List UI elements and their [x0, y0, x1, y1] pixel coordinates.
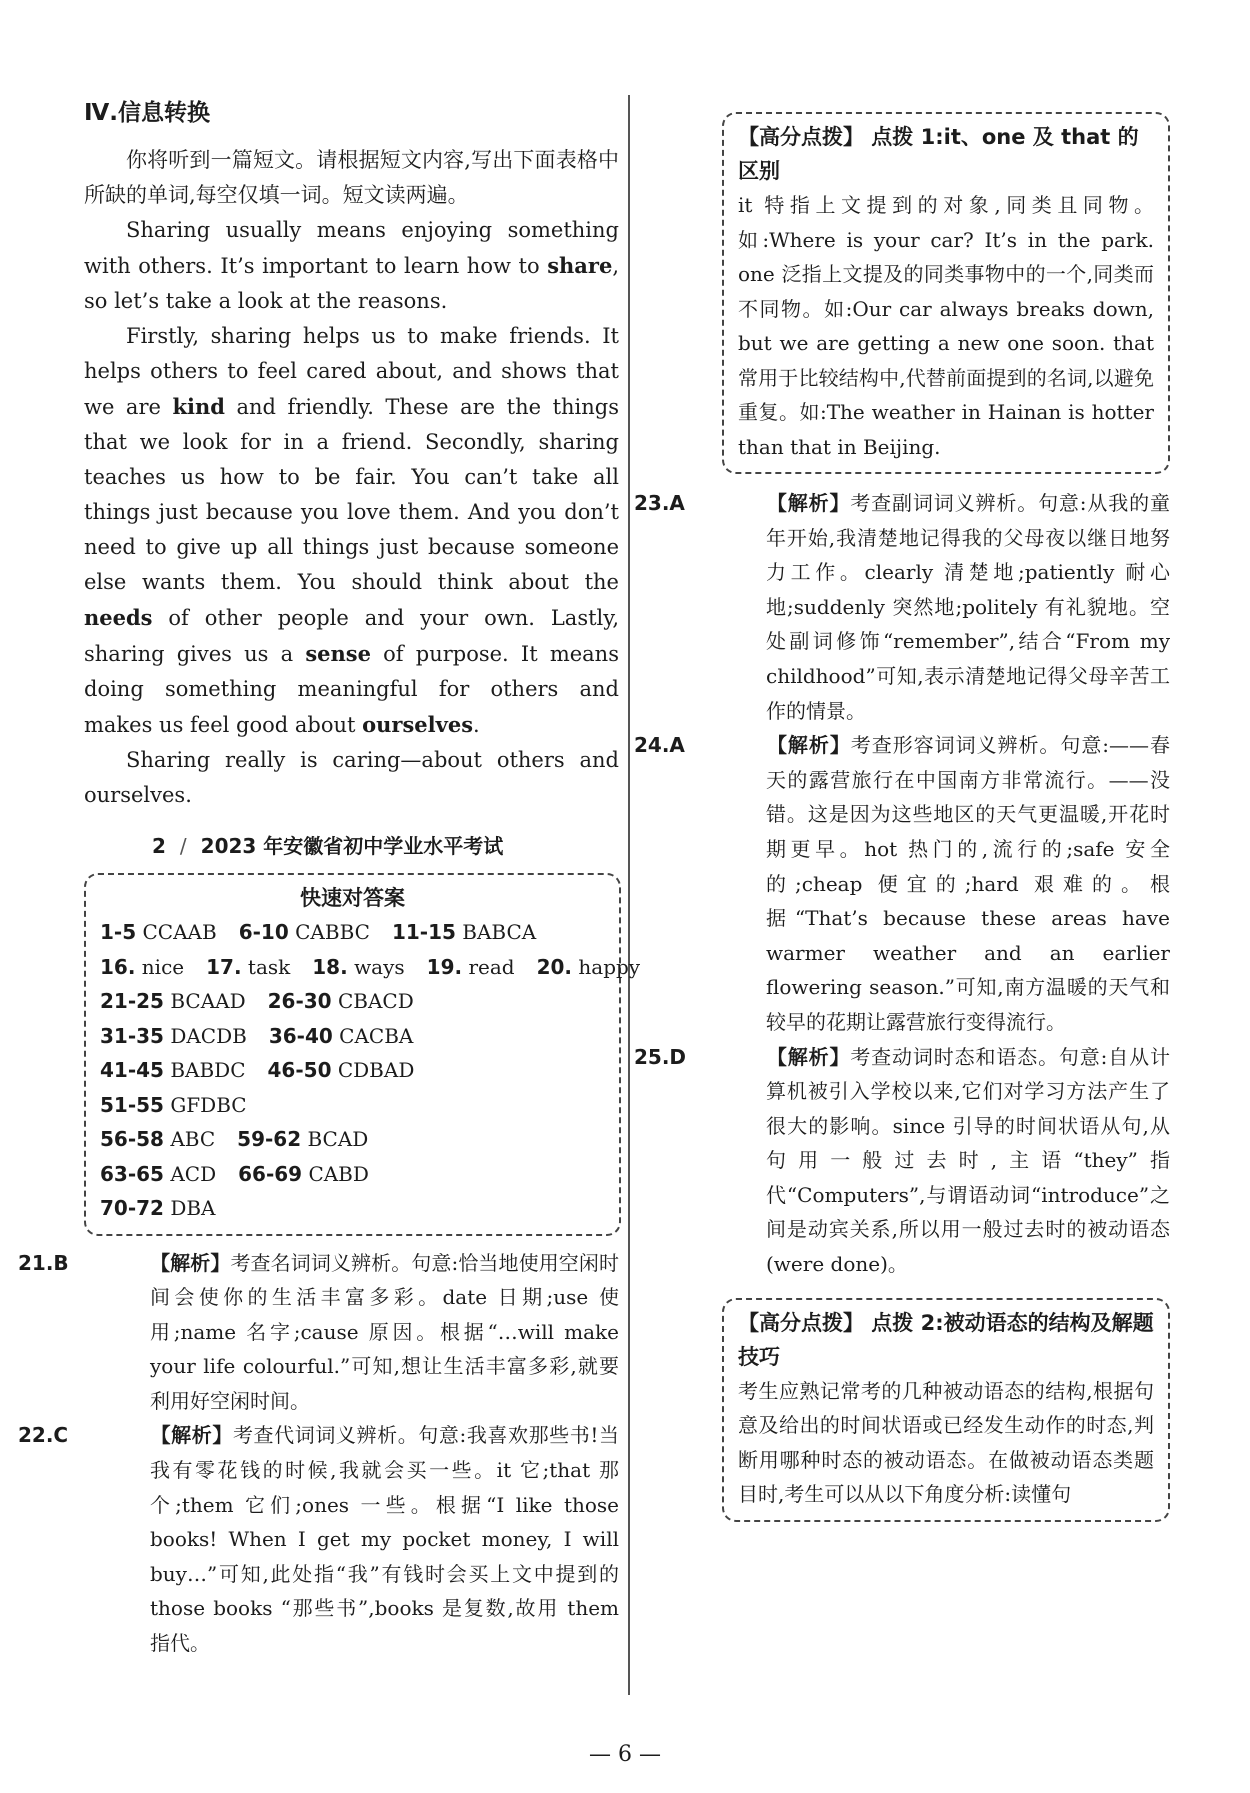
- analysis-text: 考查形容词词义辨析。句意:——春天的露营旅行在中国南方非常流行。——没错。这是因为这些地区的天气更温暖,开花时期更早。hot 热门的,流行的;safe 安全的;cheap 便宜的;hard 艰难的。根据“That’s because these areas have warmer weather and an earlier flowering season.”可知,南方温暖的天气和较早的花期让露营旅行变得流行。: [766, 733, 1170, 1034]
- question-range: 11-15: [391, 920, 456, 944]
- quick-answer-row: [100, 950, 641, 985]
- analysis-text: 考查名词词义辨析。句意:恰当地使用空闲时间会使你的生活丰富多彩。date 日期;use 使用;name 名字;cause 原因。根据“…will make your life colourful.”可知,想让生活丰富多彩,就要利用好空闲时间。: [150, 1250, 619, 1413]
- answer-letters: CABD: [308, 1161, 369, 1186]
- quick-answer-row: [100, 915, 605, 950]
- answer-letters: ACD: [170, 1161, 217, 1186]
- paper-title: 2023 年安徽省初中学业水平考试: [200, 834, 504, 858]
- left-column: [18, 95, 641, 1661]
- section-title: Ⅳ.信息转换: [84, 100, 211, 126]
- answer-letters: ways: [354, 954, 405, 979]
- analysis-tag: 【解析】: [150, 1250, 231, 1275]
- question-range: 21-25: [100, 989, 164, 1013]
- quick-answer-item: [100, 1191, 216, 1226]
- answer-letters: CDBAD: [337, 1058, 415, 1082]
- quick-answer-item: [100, 915, 217, 950]
- explanation-entry: [634, 728, 1170, 1039]
- right-column: [634, 112, 1170, 1532]
- question-range: 6-10: [238, 920, 289, 944]
- answer-word: ourselves: [362, 712, 474, 737]
- analysis-text: 考查动词时态和语态。句意:自从计算机被引入学校以来,它们对学习方法产生了很大的影响。since 引导的时间状语从句,从句用一般过去时,主语“they”指代“Computers”,与谓语动词“introduce”之间是动宾关系,所以用一般过去时的被动语态(were done)。: [766, 1044, 1170, 1277]
- question-range: 51-55: [100, 1092, 164, 1117]
- answer-letters: DACDB: [170, 1023, 247, 1048]
- quick-answer-row: [100, 1191, 605, 1226]
- quick-answers-box: [84, 873, 641, 1236]
- quick-answer-item: [100, 1088, 247, 1123]
- answer-letters: CABBC: [295, 920, 370, 944]
- quick-answer-row: [100, 1088, 605, 1123]
- explanation-entry: [18, 1418, 620, 1660]
- analysis-text: 考查副词词义辨析。句意:从我的童年开始,我清楚地记得我的父母夜以继日地努力工作。clearly 清楚地;patiently 耐心地;suddenly 突然地;politely 有礼貌地。空处副词修饰“remember”,结合“From my childhood”可知,表示清楚地记得父母辛苦工作的情景。: [766, 491, 1170, 723]
- passage-paragraph-3: Sharing really is caring—about others and ourselves.: [84, 748, 619, 807]
- question-number: 24.A: [634, 733, 685, 758]
- quick-answer-item: [237, 1122, 368, 1157]
- answer-letters: BCAD: [307, 1127, 369, 1151]
- question-range: 18.: [312, 954, 348, 979]
- question-range: 16.: [100, 954, 136, 979]
- answer-word: sense: [305, 641, 371, 666]
- question-range: 59-62: [237, 1127, 302, 1151]
- quick-answer-item: [100, 1053, 246, 1088]
- quick-answer-item: [238, 1157, 369, 1192]
- question-range: 1-5: [100, 920, 137, 944]
- passage-paragraph-2: Firstly, sharing helps us to make friends. It helps others to feel cared about, and shows that we are kind and friendly. These are the things that we look for in a friend. Secondly, sharing teaches us how to be fair. You can’t take all things just because you love them. And you don’t need to give up all things just because someone else wants them. You should think about the needs of other people and your own. Lastly, sharing gives us a sense of purpose. It means doing something meaningful for others and makes us feel good about ourselves.: [84, 324, 619, 737]
- answer-letters: nice: [141, 954, 185, 979]
- page-number: — 6 —: [589, 1742, 661, 1767]
- quick-answer-item: [100, 1019, 247, 1054]
- quick-answer-item: [239, 915, 370, 950]
- answer-letters: CCAAB: [142, 920, 217, 944]
- quick-answers-rows: [100, 915, 641, 1226]
- tip-1-title: 【高分点拨】 点拨 1:it、one 及 that 的区别: [738, 125, 1139, 183]
- quick-answer-row: [100, 984, 605, 1019]
- explanation-entry: [634, 486, 1170, 728]
- answer-letters: CBACD: [337, 989, 414, 1013]
- question-range: 36-40: [268, 1023, 333, 1048]
- question-range: 56-58: [100, 1127, 164, 1151]
- paper-number: 2: [152, 834, 166, 858]
- question-number: 25.D: [634, 1044, 687, 1069]
- answer-letters: happy: [578, 954, 641, 979]
- passage-paragraph-1: Sharing usually means enjoying something with others. It’s important to learn how to share, so let’s take a look at the reasons.: [84, 218, 619, 313]
- answer-letters: CACBA: [339, 1023, 414, 1048]
- question-range: 63-65: [100, 1161, 164, 1186]
- answer-letters: DBA: [170, 1196, 216, 1220]
- answer-letters: GFDBC: [170, 1092, 247, 1117]
- tip-1-body: it 特指上文提到的对象,同类且同物。如:Where is your car? It’s in the park. one 泛指上文提及的同类事物中的一个,同类而不同物。如:Our car always breaks down, but we are getting a new one soon. that 常用于比较结构中,代替前面提到的名词,以避免重复。如:The weather in Hainan is hotter than that in Beijing.: [738, 193, 1154, 459]
- quick-answer-item: [100, 984, 246, 1019]
- quick-answer-item: [269, 1019, 414, 1054]
- quick-answer-item: [268, 1053, 415, 1088]
- quick-answer-item: [100, 1157, 216, 1192]
- quick-answer-row: [100, 1122, 605, 1157]
- question-range: 17.: [206, 954, 242, 979]
- question-range: 20.: [536, 954, 573, 979]
- left-entries: [18, 1246, 620, 1661]
- answer-letters: task: [247, 954, 291, 979]
- analysis-text: 考查代词词义辨析。句意:我喜欢那些书!当我有零花钱的时候,我就会买一些。it 它;that 那个;them 它们;ones 一些。根据“I like those books! When I get my pocket money, I will buy…”可知,此处指“我”有钱时会买上文中提到的 those books “那些书”,books 是复数,故用 them 指代。: [150, 1423, 620, 1656]
- answer-letters: BABDC: [170, 1058, 246, 1082]
- column-divider: [628, 95, 630, 1695]
- question-number: 23.A: [634, 491, 685, 515]
- question-range: 70-72: [100, 1196, 164, 1220]
- quick-answer-row: [100, 1019, 605, 1054]
- question-range: 46-50: [267, 1058, 332, 1082]
- quick-answer-item: [392, 915, 536, 950]
- question-range: 31-35: [100, 1023, 164, 1048]
- explanation-entry: [18, 1246, 619, 1419]
- question-number: 22.C: [18, 1423, 69, 1448]
- analysis-tag: 【解析】: [766, 1044, 851, 1069]
- quick-answer-item: [537, 950, 641, 985]
- answer-word: kind: [172, 394, 225, 419]
- answer-word: needs: [84, 605, 153, 630]
- paper-heading: [84, 829, 619, 863]
- analysis-tag: 【解析】: [150, 1423, 233, 1448]
- quick-answer-row: [100, 1157, 605, 1192]
- question-number: 21.B: [18, 1250, 69, 1275]
- quick-answer-row: [100, 1053, 605, 1088]
- quick-answer-item: [206, 950, 290, 985]
- quick-answers-title: 快速对答案: [300, 886, 405, 910]
- tip-2-body: 考生应熟记常考的几种被动语态的结构,根据句意及给出的时间状语或已经发生动作的时态,判断用哪种时态的被动语态。在做被动语态类题目时,考生可以从以下角度分析:读懂句: [738, 1378, 1154, 1507]
- answer-letters: ABC: [170, 1127, 216, 1151]
- tip-box-2: [722, 1298, 1170, 1522]
- question-range: 41-45: [100, 1058, 164, 1082]
- quick-answer-item: [312, 950, 404, 985]
- answer-letters: read: [468, 954, 515, 979]
- analysis-tag: 【解析】: [766, 733, 851, 758]
- analysis-tag: 【解析】: [766, 491, 851, 515]
- question-range: 66-69: [238, 1161, 303, 1186]
- right-entries: [634, 486, 1170, 1282]
- section-instructions: 你将听到一篇短文。请根据短文内容,写出下面表格中所缺的单词,每空仅填一词。短文读两遍。: [84, 148, 619, 207]
- question-range: 19.: [426, 954, 463, 979]
- tip-2-title: 【高分点拨】 点拨 2:被动语态的结构及解题技巧: [738, 1310, 1154, 1369]
- question-range: 26-30: [267, 989, 332, 1013]
- quick-answer-item: [100, 1122, 215, 1157]
- tip-box-1: [722, 112, 1170, 474]
- answer-word: share: [547, 253, 613, 278]
- answer-letters: BCAAD: [170, 989, 246, 1013]
- quick-answer-item: [100, 950, 184, 985]
- quick-answer-item: [427, 950, 515, 985]
- slash-mark: /: [179, 834, 187, 858]
- quick-answer-item: [268, 984, 414, 1019]
- answer-letters: BABCA: [462, 920, 537, 944]
- explanation-entry: [634, 1040, 1170, 1282]
